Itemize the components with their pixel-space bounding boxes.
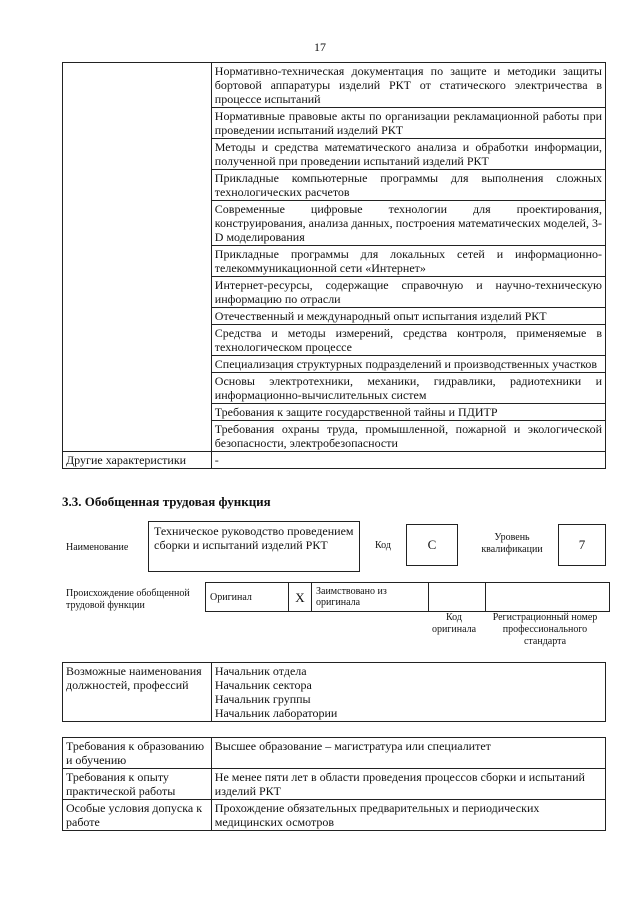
- requirement-label: Особые условия допуска к работе: [63, 800, 212, 831]
- jobs-list: [211, 663, 605, 722]
- other-characteristics-row: [63, 452, 606, 469]
- code-original-label: Код оригинала: [431, 612, 477, 635]
- original-mark: X: [289, 583, 312, 612]
- requirement-row: [63, 769, 606, 800]
- requirement-value: Высшее образование – магистратура или специалитет: [211, 738, 605, 769]
- requirement-row: [63, 738, 606, 769]
- knowledge-item: Прикладные компьютерные программы для выполнения сложных технологических расчетов: [211, 170, 605, 201]
- code-original-cell: [429, 583, 486, 612]
- original-label: Оригинал: [206, 583, 289, 612]
- jobs-table: [62, 662, 606, 722]
- knowledge-table: [62, 62, 606, 469]
- level-value-box: 7: [558, 524, 606, 566]
- job-title: Начальник группы: [214, 692, 311, 706]
- borrowed-label: Заимствовано из оригинала: [312, 583, 429, 612]
- job-title: Начальник лаборатории: [214, 706, 338, 720]
- knowledge-item: Нормативные правовые акты по организации рекламационной работы при проведении испытаний изделий РКТ: [211, 108, 605, 139]
- other-characteristics-value: -: [211, 452, 605, 469]
- knowledge-label-cell: [63, 63, 212, 452]
- knowledge-item: Требования охраны труда, промышленной, пожарной и экологической безопасности, электробезопасности: [211, 421, 605, 452]
- knowledge-item: Отечественный и международный опыт испытания изделий РКТ: [211, 308, 605, 325]
- other-characteristics-label: Другие характеристики: [63, 452, 212, 469]
- jobs-label: Возможные наименования должностей, профессий: [63, 663, 212, 722]
- level-label: Уровень квалификации: [481, 532, 543, 555]
- job-title: Начальник сектора: [214, 678, 312, 692]
- knowledge-item: Специализация структурных подразделений и производственных участков: [211, 356, 605, 373]
- knowledge-item: Средства и методы измерений, средства контроля, применяемые в технологическом процессе: [211, 325, 605, 356]
- knowledge-item: Основы электротехники, механики, гидравлики, радиотехники и информационно-вычислительных систем: [211, 373, 605, 404]
- job-title: Начальник отдела: [214, 664, 307, 678]
- knowledge-item: Методы и средства математического анализа и обработки информации, полученной при проведении испытаний изделий РКТ: [211, 139, 605, 170]
- knowledge-row: [63, 63, 606, 108]
- knowledge-item: Интернет-ресурсы, содержащие справочную и научно-техническую информацию по отрасли: [211, 277, 605, 308]
- knowledge-item: Требования к защите государственной тайны и ПДИТР: [211, 404, 605, 421]
- origin-label: Происхождение обобщенной трудовой функции: [66, 588, 190, 611]
- requirement-label: Требования к опыту практической работы: [63, 769, 212, 800]
- function-name-box: Техническое руководство проведением сборки и испытаний изделий РКТ: [148, 521, 360, 572]
- requirement-row: [63, 800, 606, 831]
- requirement-value: Прохождение обязательных предварительных и периодических медицинских осмотров: [211, 800, 605, 831]
- page-number: 17: [314, 40, 326, 54]
- origin-table: [205, 582, 610, 612]
- requirement-value: Не менее пяти лет в области проведения процессов сборки и испытаний изделий РКТ: [211, 769, 605, 800]
- knowledge-item: Современные цифровые технологии для проектирования, конструирования, анализа данных, построения математических моделей, 3-D моделирования: [211, 201, 605, 246]
- reg-number-cell: [486, 583, 610, 612]
- knowledge-item: Прикладные программы для локальных сетей и информационно-телекоммуникационной сети «Интернет»: [211, 246, 605, 277]
- code-label: Код: [375, 540, 391, 551]
- code-value-box: C: [406, 524, 458, 566]
- reg-number-label: Регистрационный номер профессионального стандарта: [492, 612, 598, 647]
- name-label: Наименование: [66, 542, 129, 553]
- requirement-label: Требования к образованию и обучению: [63, 738, 212, 769]
- knowledge-item: Нормативно-техническая документация по защите и методики защиты бортовой аппаратуры изделий РКТ от статического электричества в процессе испытаний: [211, 63, 605, 108]
- requirements-table: [62, 737, 606, 831]
- section-title: 3.3. Обобщенная трудовая функция: [62, 494, 271, 509]
